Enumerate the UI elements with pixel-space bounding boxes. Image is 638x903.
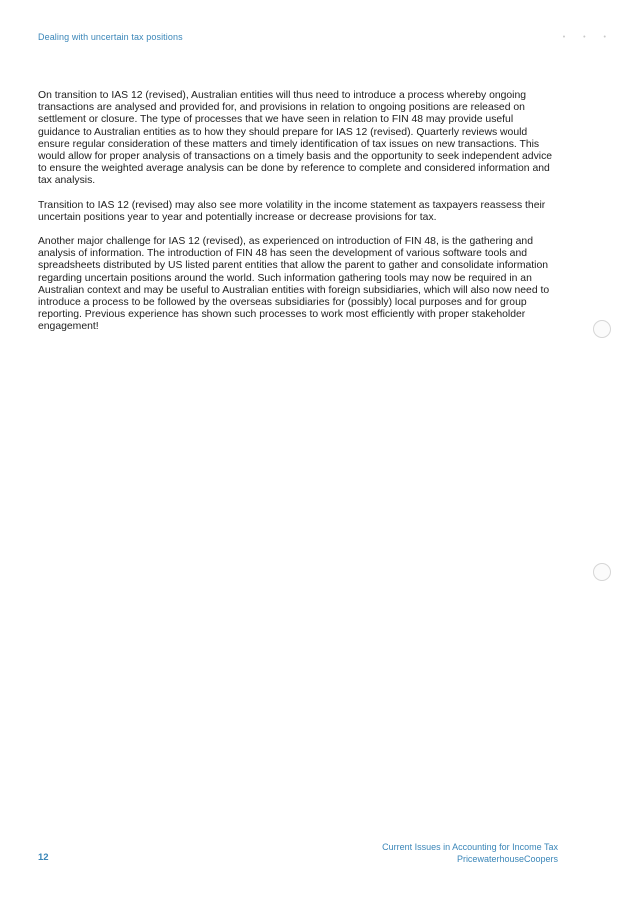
punch-hole-lower <box>593 563 611 581</box>
punch-hole-upper <box>593 320 611 338</box>
running-header-title: Dealing with uncertain tax positions <box>38 32 183 42</box>
page-number: 12 <box>38 852 49 863</box>
publication-title: Current Issues in Accounting for Income Tax <box>382 842 558 852</box>
body-text <box>38 90 558 346</box>
paragraph-volatility: Transition to IAS 12 (revised) may also see more volatility in the income statement as taxpayers reassess their uncertain positions year to year and potentially increase or decrease provisions for tax. <box>38 199 546 223</box>
corner-marks: • • • <box>562 34 614 41</box>
publisher-name: PricewaterhouseCoopers <box>456 854 558 864</box>
paragraph-information-gathering: Another major challenge for IAS 12 (revised), as experienced on introduction of FIN 48, is the gathering and analysis of information. The introduction of FIN 48 has seen the development of various software tools and spreadsheets distributed by US listed parent entities that allow the parent to gather and consolidate information regarding uncertain positions around the world. Such information gathering tools may now be required in an Australian context and may be useful to Australian entities with foreign subsidiaries, which will also now need to introduce a process to be followed by the overseas subsidiaries for (possibly) local purposes and for group reporting. Previous experience has shown such processes to work most efficiently with proper stakeholder engagement! <box>38 236 550 333</box>
footer-publication <box>382 841 558 865</box>
paragraph-transition-process: On transition to IAS 12 (revised), Australian entities will thus need to introduce a process whereby ongoing transactions are analysed and provided for, and provisions in relation to ongoing positions are released on settlement or closure. The type of processes that we have seen in relation to FIN 48 may provide useful guidance to Australian entities as to how they should prepare for IAS 12 (revised). Quarterly reviews would ensure regular consideration of these matters and timely identification of tax issues on new transactions. This would allow for proper analysis of transactions on a timely basis and the opportunity to seek independent advice to ensure the weighted average analysis can be done by reference to complete and considered information and tax analysis. <box>38 90 553 187</box>
